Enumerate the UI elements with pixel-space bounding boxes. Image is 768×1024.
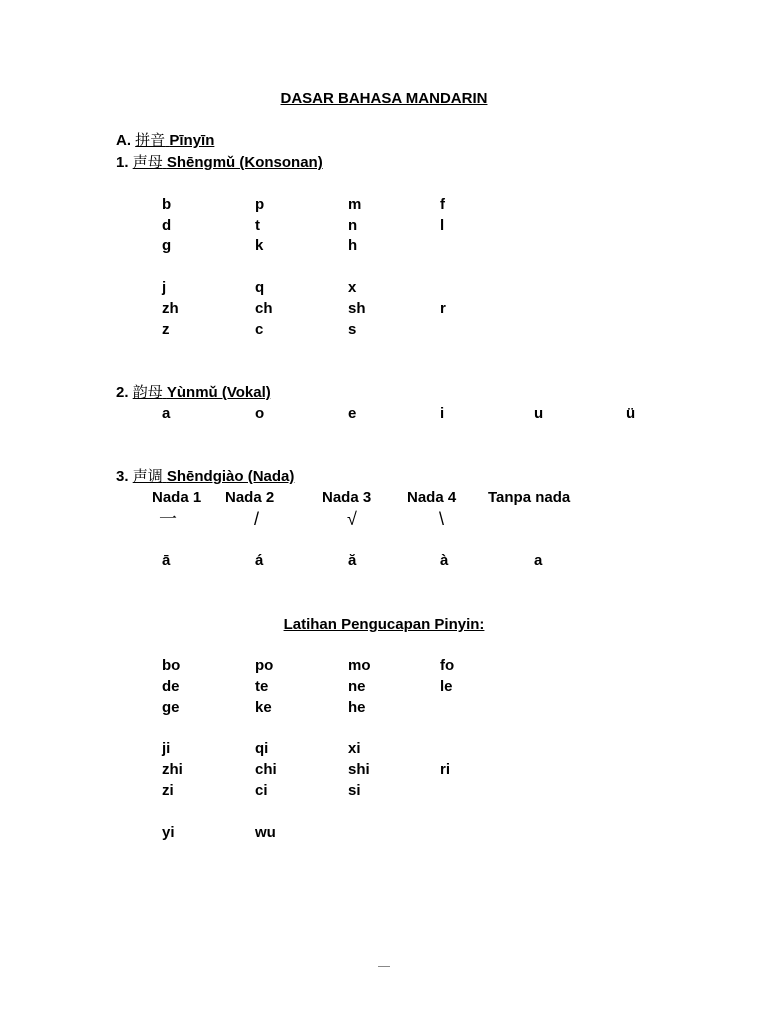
section-a-label: Pīnyīn: [169, 132, 215, 149]
section-2-title: [133, 384, 271, 401]
section-2-prefix: 2.: [116, 384, 129, 401]
consonant-cell: h: [348, 237, 358, 254]
tone-mark: 一: [159, 509, 177, 529]
consonant-cell: f: [440, 196, 445, 213]
section-2-label: Yùnmǔ (Vokal): [166, 384, 271, 401]
practice-cell: ri: [440, 761, 451, 778]
tone-example: ā: [162, 552, 171, 569]
section-3-heading: [116, 466, 294, 487]
section-1-label: Shēngmǔ (Konsonan): [166, 154, 323, 171]
section-3-title: [133, 468, 295, 485]
consonant-cell: sh: [348, 300, 366, 317]
section-1-heading: [116, 152, 323, 173]
practice-title: Latihan Pengucapan Pinyin:: [283, 616, 485, 633]
section-2-heading: [116, 382, 271, 403]
practice-cell: de: [162, 678, 180, 695]
consonant-cell: j: [162, 279, 167, 296]
vowel-cell: u: [534, 405, 544, 422]
document-title: DASAR BAHASA MANDARIN: [280, 90, 488, 107]
consonant-cell: b: [162, 196, 172, 213]
practice-cell: le: [440, 678, 453, 695]
section-1-hanzi: 声母: [132, 153, 163, 171]
tone-example: ă: [348, 552, 357, 569]
practice-cell: ne: [348, 678, 366, 695]
practice-cell: fo: [440, 657, 455, 674]
section-2-hanzi: 韵母: [132, 383, 163, 401]
practice-cell: bo: [162, 657, 181, 674]
consonant-cell: n: [348, 217, 358, 234]
practice-cell: wu: [255, 824, 276, 841]
consonant-cell: x: [348, 279, 357, 296]
tone-header: Nada 3: [322, 489, 372, 506]
consonant-cell: q: [255, 279, 265, 296]
vowel-cell: i: [440, 405, 445, 422]
tone-header: Nada 4: [407, 489, 457, 506]
section-3-hanzi: 声调: [132, 467, 163, 485]
section-3-prefix: 3.: [116, 468, 129, 485]
practice-cell: shi: [348, 761, 370, 778]
consonant-cell: r: [440, 300, 446, 317]
consonant-cell: t: [255, 217, 260, 234]
practice-cell: xi: [348, 740, 361, 757]
section-1-title: [133, 154, 323, 171]
tone-header: Nada 1: [152, 489, 202, 506]
tone-example: à: [440, 552, 449, 569]
section-1-prefix: 1.: [116, 154, 129, 171]
tone-example: á: [255, 552, 264, 569]
vowel-cell: ü: [626, 405, 636, 422]
consonant-cell: ch: [255, 300, 273, 317]
practice-cell: ge: [162, 699, 180, 716]
tone-mark: \: [439, 509, 445, 529]
practice-cell: mo: [348, 657, 371, 674]
consonant-cell: c: [255, 321, 264, 338]
consonant-cell: zh: [162, 300, 179, 317]
section-a-title: [135, 132, 214, 149]
consonant-cell: m: [348, 196, 362, 213]
section-a-heading: [116, 130, 214, 151]
footer-mark: [378, 966, 390, 967]
vowel-cell: a: [162, 405, 171, 422]
practice-cell: ji: [162, 740, 171, 757]
vowel-cell: o: [255, 405, 265, 422]
consonant-cell: z: [162, 321, 170, 338]
tone-header: Tanpa nada: [488, 489, 571, 506]
consonant-cell: d: [162, 217, 172, 234]
section-a-prefix: A.: [116, 132, 131, 149]
practice-cell: si: [348, 782, 361, 799]
practice-cell: chi: [255, 761, 277, 778]
tone-mark: /: [254, 509, 260, 529]
tone-example: a: [534, 552, 543, 569]
practice-cell: qi: [255, 740, 269, 757]
consonant-cell: p: [255, 196, 265, 213]
section-3-label: Shēndgiào (Nada): [166, 468, 295, 485]
practice-cell: po: [255, 657, 274, 674]
consonant-cell: l: [440, 217, 445, 234]
practice-cell: zi: [162, 782, 174, 799]
practice-cell: ci: [255, 782, 268, 799]
tone-mark: √: [347, 509, 357, 529]
section-a-hanzi: 拼音: [135, 131, 166, 149]
practice-cell: yi: [162, 824, 175, 841]
vowel-cell: e: [348, 405, 357, 422]
practice-cell: he: [348, 699, 366, 716]
practice-cell: zhi: [162, 761, 183, 778]
consonant-cell: k: [255, 237, 264, 254]
tone-header: Nada 2: [225, 489, 275, 506]
practice-cell: te: [255, 678, 269, 695]
consonant-cell: g: [162, 237, 172, 254]
practice-cell: ke: [255, 699, 272, 716]
consonant-cell: s: [348, 321, 357, 338]
